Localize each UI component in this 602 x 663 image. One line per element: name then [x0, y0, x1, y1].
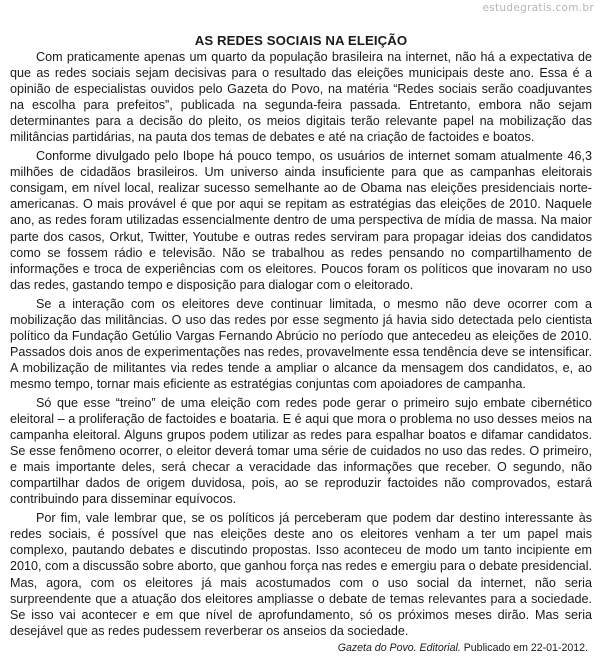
paragraph-3: Se a interação com os eleitores deve continuar limitada, o mesmo não deve ocorrer com a mobilização das militâncias. O uso das redes por esse segmento já havia sido detectada pelo cientista político da Fundação Getúlio Vargas Fernando Abrúcio no período que antecedeu as eleições de 2010. Passados dois anos de experimentações nas redes, provavelmente essa tendência deve se intensificar. A mobilização de militantes via redes tende a ampliar o alcance da mensagem dos candidatos, e, ao mesmo tempo, tornar mais eficiente as estratégias conjuntas com apoiadores de campanha.: [10, 296, 592, 391]
paragraph-5: Por fim, vale lembrar que, se os políticos já perceberam que podem dar destino interessante às redes sociais, é possível que nas eleições deste ano os eleitores venham a ter um papel mais complexo, pautando debates e discutindo propostas. Isso aconteceu de modo um tanto incipiente em 2010, com a discussão sobre aborto, que ganhou força nas redes e emergiu para o debate presidencial. Mas, agora, com os eleitores já mais acostumados com o uso social da internet, não seria surpreendente que a atuação dos eleitores ampliasse o debate de temas relevantes para a sociedade. Se isso vai acontecer e em que nível de aprofundamento, só os próximos meses dirão. Mas seria desejável que as redes pudessem reverberar os anseios da sociedade.: [10, 511, 592, 638]
source-name: Gazeta do Povo. Editorial.: [337, 641, 461, 654]
watermark-text: estudegratis.com.br: [482, 2, 594, 14]
paragraph-1: Com praticamente apenas um quarto da população brasileira na internet, não há a expectativa de que as redes sociais sejam decisivas para o resultado das eleições municipais deste ano. Essa é a opinião de especialistas ouvidos pelo Gazeta do Povo, na matéria “Redes sociais serão coadjuvantes na escolha para prefeitos”, publicada na segunda-feira passada. Entretanto, embora não sejam determinantes para a decisão do pleito, os meios digitais terão relevante papel na mobilização das militâncias partidárias, na pauta dos temas de debates e até na criação de factoides e boatos.: [10, 50, 592, 145]
paragraph-4: Só que esse “treino” de uma eleição com redes pode gerar o primeiro sujo embate cibernético eleitoral – a proliferação de factoides e boataria. E é aqui que mora o problema no uso desses meios na campanha eleitoral. Alguns grupos podem utilizar as redes para espalhar boatos e difamar candidatos. Se esse fenômeno ocorrer, o eleitor deverá tomar uma série de cuidados no uso das redes. O primeiro, e mais importante deles, será checar a veracidade das informações que receber. O segundo, não compartilhar dados de origem duvidosa, pois, ao se reproduzir factoides não comprovados, estará contribuindo para disseminar equívocos.: [10, 395, 592, 507]
source-citation: [10, 642, 592, 654]
article: [10, 33, 592, 654]
paragraph-2: Conforme divulgado pelo Ibope há pouco tempo, os usuários de internet somam atualmente 46,3 milhões de cidadãos brasileiros. Um universo ainda insuficiente para que as campanhas eleitorais consigam, em nível local, realizar sucesso semelhante ao de Obama nas eleições presidenciais norte-americanas. O mais provável é que por aqui se repitam as estratégias das eleições de 2010. Naquele ano, as redes foram utilizadas essencialmente dentro de uma perspectiva de mídia de massa. Na maior parte dos casos, Orkut, Twitter, Youtube e outras redes serviram para propagar ideias dos candidatos como se fossem rádio e televisão. Não se trabalhou as redes pensando no compartilhamento de informações e troca de experiências com os eleitores. Poucos foram os políticos que inovaram no uso das redes, gastando tempo e disposição para dialogar com o eleitorado.: [10, 149, 592, 292]
source-date: Publicado em 22-01-2012.: [460, 641, 588, 654]
article-title: AS REDES SOCIAIS NA ELEIÇÃO: [194, 33, 408, 48]
